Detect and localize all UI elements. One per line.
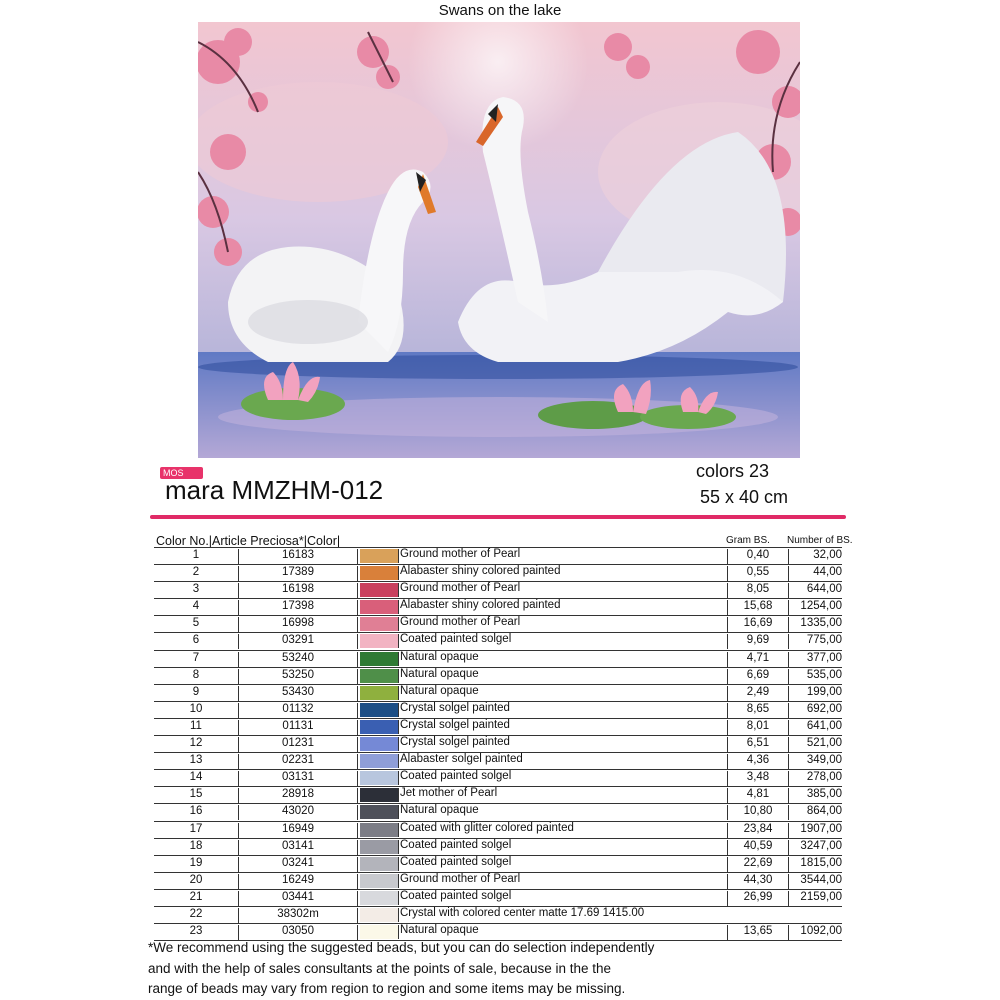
bead-count: 44,00: [813, 566, 842, 579]
color-number: 5: [154, 617, 239, 632]
color-swatch: [360, 583, 399, 597]
bead-count: 775,00: [806, 634, 842, 647]
color-swatch: [360, 720, 399, 734]
color-swatch: [360, 788, 399, 802]
article-number: 53430: [239, 686, 358, 701]
bead-count: 2159,00: [800, 890, 842, 903]
article-number: 43020: [239, 805, 358, 820]
gram-value: 4,71: [727, 652, 789, 667]
colors-count: colors 23: [696, 461, 770, 481]
color-swatch: [360, 600, 399, 614]
table-row: [154, 668, 842, 685]
bead-name: Ground mother of Pearl: [400, 616, 521, 629]
bead-name: Ground mother of Pearl: [400, 548, 521, 560]
bead-name: Coated painted solgel: [400, 889, 512, 902]
table-row: [154, 719, 842, 736]
table-row: [154, 633, 842, 650]
article-number: 53240: [239, 652, 358, 667]
color-number: 22: [154, 908, 239, 923]
color-swatch: [360, 686, 399, 700]
gram-value: 8,01: [727, 720, 789, 735]
article-number: 16249: [239, 874, 358, 889]
bead-name: Ground mother of Pearl: [400, 582, 521, 595]
color-number: 23: [154, 925, 239, 940]
article-number: 01132: [239, 703, 358, 718]
color-swatch: [360, 908, 399, 922]
color-number: 4: [154, 600, 239, 615]
table-row: [154, 890, 842, 907]
table-row: [154, 547, 842, 565]
bead-count: 692,00: [806, 702, 842, 715]
color-number: 17: [154, 823, 239, 838]
table-header: [154, 533, 853, 548]
gram-value: 0,40: [727, 549, 789, 564]
table-row: [154, 753, 842, 770]
bead-count: 3247,00: [800, 839, 842, 852]
gram-value: 8,65: [727, 703, 789, 718]
table-row: [154, 599, 842, 616]
color-number: 16: [154, 805, 239, 820]
article-number: 38302m: [239, 908, 358, 923]
header-left: Color No.|Article Preciosa*|Color|: [156, 534, 341, 548]
table-row: [154, 822, 842, 839]
article-number: 03131: [239, 771, 358, 786]
article-number: 17398: [239, 600, 358, 615]
bead-name: Alabaster shiny colored painted: [400, 565, 561, 578]
color-number: 6: [154, 634, 239, 649]
color-number: 13: [154, 754, 239, 769]
color-number: 11: [154, 720, 239, 735]
bead-name: Natural opaque: [400, 667, 479, 680]
bead-name: Coated with glitter colored painted: [400, 821, 574, 834]
color-swatch: [360, 771, 399, 785]
article-number: 16198: [239, 583, 358, 598]
article-number: 28918: [239, 788, 358, 803]
color-number: 18: [154, 840, 239, 855]
article-number: 01131: [239, 720, 358, 735]
gram-value: 8,05: [727, 583, 789, 598]
bead-count: 641,00: [806, 719, 842, 732]
gram-value: 6,51: [727, 737, 789, 752]
article-number: 16998: [239, 617, 358, 632]
gram-value: 10,80: [727, 805, 789, 820]
brand-logo: MOS: [160, 467, 203, 479]
bead-count: 278,00: [806, 771, 842, 784]
footnote-line: range of beads may vary from region to region and some items may be missing.: [148, 981, 626, 996]
gram-value: 6,69: [727, 669, 789, 684]
color-swatch: [360, 874, 399, 888]
swans-picture: [198, 22, 800, 458]
color-number: 14: [154, 771, 239, 786]
color-swatch: [360, 669, 399, 683]
bead-count: 349,00: [806, 754, 842, 767]
article-number: 03050: [239, 925, 358, 940]
header-number: Number of BS.: [787, 535, 853, 546]
bead-name: Alabaster solgel painted: [400, 753, 523, 766]
color-swatch: [360, 925, 399, 939]
bead-count: 1254,00: [800, 600, 842, 613]
bead-count: 535,00: [806, 668, 842, 681]
article-number: 02231: [239, 754, 358, 769]
gram-value: 9,69: [727, 634, 789, 649]
divider: [150, 515, 846, 519]
gram-value: 3,48: [727, 771, 789, 786]
table-row: [154, 787, 842, 804]
bead-count: 32,00: [813, 549, 842, 561]
gram-value: 4,81: [727, 788, 789, 803]
table-row: [154, 770, 842, 787]
color-swatch: [360, 840, 399, 854]
bead-name: Natural opaque: [400, 684, 479, 697]
gram-value: 44,30: [727, 874, 789, 889]
gram-value: 23,84: [727, 823, 789, 838]
color-number: 3: [154, 583, 239, 598]
color-swatch: [360, 549, 399, 563]
table-row: [154, 804, 842, 821]
bead-count: 199,00: [806, 685, 842, 698]
color-number: 20: [154, 874, 239, 889]
article-number: 16949: [239, 823, 358, 838]
color-swatch: [360, 857, 399, 871]
bead-count: 1907,00: [800, 822, 842, 835]
table-row: [154, 907, 842, 924]
color-swatch: [360, 737, 399, 751]
bead-name: Coated painted solgel: [400, 633, 512, 646]
table-row: [154, 565, 842, 582]
bead-name: Crystal solgel painted: [400, 718, 510, 731]
color-swatch: [360, 652, 399, 666]
table-body: [154, 547, 842, 941]
bead-name: Coated painted solgel: [400, 770, 512, 783]
color-number: 15: [154, 788, 239, 803]
color-swatch: [360, 754, 399, 768]
color-number: 1: [154, 549, 239, 564]
article-number: 53250: [239, 669, 358, 684]
bead-count: 3544,00: [800, 873, 842, 886]
color-swatch: [360, 566, 399, 580]
gram-value: 2,49: [727, 686, 789, 701]
color-swatch: [360, 823, 399, 837]
page-title: Swans on the lake: [438, 2, 562, 19]
article-number: 03441: [239, 891, 358, 906]
canvas-size: 55 x 40 cm: [700, 487, 789, 507]
table-row: [154, 582, 842, 599]
article-number: 03141: [239, 840, 358, 855]
gram-value: 40,59: [727, 840, 789, 855]
color-number: 2: [154, 566, 239, 581]
bead-count: 377,00: [806, 651, 842, 664]
gram-value: 4,36: [727, 754, 789, 769]
table-row: [154, 856, 842, 873]
table-row: [154, 702, 842, 719]
color-swatch: [360, 891, 399, 905]
bead-name: Alabaster shiny colored painted: [400, 599, 561, 612]
color-swatch: [360, 617, 399, 631]
color-number: 19: [154, 857, 239, 872]
bead-count: 385,00: [806, 788, 842, 801]
table-row: [154, 616, 842, 633]
header-gram: Gram BS.: [726, 535, 770, 546]
gram-value: 0,55: [727, 566, 789, 581]
article-number: 01231: [239, 737, 358, 752]
bead-count: 1335,00: [800, 617, 842, 630]
bead-count: 644,00: [806, 583, 842, 596]
gram-value: 13,65: [727, 925, 789, 940]
bead-name: Crystal with colored center matte 17.69 1415.00: [400, 906, 645, 919]
table-row: [154, 736, 842, 753]
bead-count: 1092,00: [800, 925, 842, 938]
bead-count: 1815,00: [800, 856, 842, 869]
color-number: 21: [154, 891, 239, 906]
color-swatch: [360, 634, 399, 648]
bead-name: Natural opaque: [400, 650, 479, 663]
article-number: 16183: [239, 549, 358, 564]
article-number: 03291: [239, 634, 358, 649]
color-number: 8: [154, 669, 239, 684]
bead-name: Natural opaque: [400, 924, 479, 937]
footnote-line: and with the help of sales consultants at the points of sale, because in the the: [148, 960, 612, 976]
color-number: 9: [154, 686, 239, 701]
color-swatch: [360, 805, 399, 819]
table-row: [154, 873, 842, 890]
bead-name: Ground mother of Pearl: [400, 872, 521, 885]
footnote-line: *We recommend using the suggested beads, but you can do selection independently: [148, 940, 655, 955]
color-swatch: [360, 703, 399, 717]
bead-name: Crystal solgel painted: [400, 701, 510, 714]
gram-value: 26,99: [727, 891, 789, 906]
bead-name: Natural opaque: [400, 804, 479, 817]
bead-count: 864,00: [806, 805, 842, 818]
gram-value: 22,69: [727, 857, 789, 872]
bead-name: Coated painted solgel: [400, 855, 512, 868]
bead-name: Crystal solgel painted: [400, 736, 510, 749]
color-number: 7: [154, 652, 239, 667]
product-code: mara MMZHM-012: [165, 475, 384, 505]
table-row: [154, 685, 842, 702]
table-row: [154, 839, 842, 856]
bead-count: 521,00: [806, 737, 842, 750]
gram-value: 15,68: [727, 600, 789, 615]
bead-table: [154, 533, 853, 941]
bead-name: Coated painted solgel: [400, 838, 512, 851]
footnote: [148, 938, 868, 1000]
table-row: [154, 651, 842, 668]
color-number: 12: [154, 737, 239, 752]
color-number: 10: [154, 703, 239, 718]
article-number: 17389: [239, 566, 358, 581]
bead-name: Jet mother of Pearl: [400, 787, 498, 800]
article-number: 03241: [239, 857, 358, 872]
gram-value: 16,69: [727, 617, 789, 632]
